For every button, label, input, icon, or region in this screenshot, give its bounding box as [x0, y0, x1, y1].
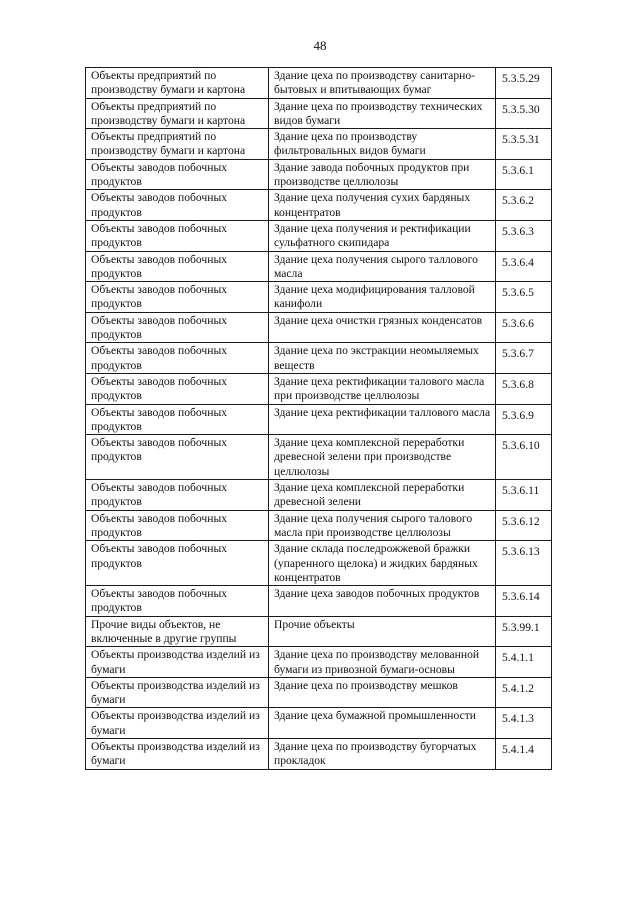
- category-cell: Объекты производства изделий из бумаги: [86, 708, 269, 739]
- object-cell: Прочие объекты: [269, 616, 496, 647]
- code-cell: 5.3.6.11: [496, 480, 552, 511]
- category-cell: Объекты заводов побочных продуктов: [86, 404, 269, 435]
- object-cell: Здание цеха комплексной переработки древесной зелени: [269, 480, 496, 511]
- code-cell: 5.3.6.1: [496, 159, 552, 190]
- code-cell: 5.3.6.12: [496, 510, 552, 541]
- object-cell: Здание цеха ректификации талового масла при производстве целлюлозы: [269, 373, 496, 404]
- object-cell: Здание цеха по производству технических видов бумаги: [269, 98, 496, 129]
- object-cell: Здание цеха по экстракции неомыляемых веществ: [269, 343, 496, 374]
- table-row: [86, 435, 552, 480]
- category-cell: Объекты заводов побочных продуктов: [86, 480, 269, 511]
- code-cell: 5.3.6.7: [496, 343, 552, 374]
- table-row: [86, 739, 552, 770]
- table-row: [86, 220, 552, 251]
- category-cell: Объекты предприятий по производству бумаги и картона: [86, 98, 269, 129]
- object-cell: Здание цеха получения сырого таллового масла: [269, 251, 496, 282]
- category-cell: Объекты заводов побочных продуктов: [86, 220, 269, 251]
- code-cell: 5.3.6.4: [496, 251, 552, 282]
- code-cell: 5.3.5.31: [496, 129, 552, 160]
- table-row: [86, 708, 552, 739]
- code-cell: 5.3.6.9: [496, 404, 552, 435]
- code-cell: 5.3.6.2: [496, 190, 552, 221]
- code-cell: 5.4.1.3: [496, 708, 552, 739]
- code-cell: 5.3.6.6: [496, 312, 552, 343]
- code-cell: 5.3.6.14: [496, 586, 552, 617]
- code-cell: 5.3.6.8: [496, 373, 552, 404]
- object-cell: Здание цеха очистки грязных конденсатов: [269, 312, 496, 343]
- code-cell: 5.3.6.10: [496, 435, 552, 480]
- category-cell: Объекты предприятий по производству бумаги и картона: [86, 68, 269, 99]
- code-cell: 5.3.5.30: [496, 98, 552, 129]
- code-cell: 5.3.5.29: [496, 68, 552, 99]
- object-cell: Здание цеха получения сырого талового масла при производстве целлюлозы: [269, 510, 496, 541]
- object-cell: Здание цеха по производству фильтровальных видов бумаги: [269, 129, 496, 160]
- category-cell: Объекты заводов побочных продуктов: [86, 251, 269, 282]
- table-row: [86, 480, 552, 511]
- category-cell: Объекты заводов побочных продуктов: [86, 541, 269, 586]
- object-cell: Здание цеха комплексной переработки древесной зелени при производстве целлюлозы: [269, 435, 496, 480]
- object-cell: Здание цеха по производству бугорчатых прокладок: [269, 739, 496, 770]
- object-cell: Здание склада последрожжевой бражки (упаренного щелока) и жидких бардяных концентратов: [269, 541, 496, 586]
- table-row: [86, 541, 552, 586]
- code-cell: 5.4.1.1: [496, 647, 552, 678]
- category-cell: Объекты производства изделий из бумаги: [86, 739, 269, 770]
- category-cell: Объекты заводов побочных продуктов: [86, 159, 269, 190]
- table-row: [86, 616, 552, 647]
- table-row: [86, 282, 552, 313]
- page-number: 48: [313, 38, 327, 53]
- object-cell: Здание цеха ректификации таллового масла: [269, 404, 496, 435]
- table-row: [86, 68, 552, 99]
- category-cell: Прочие виды объектов, не включенные в другие группы: [86, 616, 269, 647]
- code-cell: 5.4.1.4: [496, 739, 552, 770]
- object-cell: Здание цеха по производству мелованной бумаги из привозной бумаги-основы: [269, 647, 496, 678]
- classification-table: [85, 67, 552, 770]
- table-row: [86, 373, 552, 404]
- object-cell: Здание завода побочных продуктов при производстве целлюлозы: [269, 159, 496, 190]
- code-cell: 5.3.6.5: [496, 282, 552, 313]
- table-body: [86, 68, 552, 770]
- category-cell: Объекты производства изделий из бумаги: [86, 647, 269, 678]
- category-cell: Объекты заводов побочных продуктов: [86, 435, 269, 480]
- category-cell: Объекты заводов побочных продуктов: [86, 373, 269, 404]
- category-cell: Объекты заводов побочных продуктов: [86, 510, 269, 541]
- object-cell: Здание цеха по производству мешков: [269, 677, 496, 708]
- table-row: [86, 404, 552, 435]
- category-cell: Объекты предприятий по производству бумаги и картона: [86, 129, 269, 160]
- object-cell: Здание цеха модифицирования талловой канифоли: [269, 282, 496, 313]
- category-cell: Объекты заводов побочных продуктов: [86, 343, 269, 374]
- category-cell: Объекты производства изделий из бумаги: [86, 677, 269, 708]
- table-row: [86, 98, 552, 129]
- category-cell: Объекты заводов побочных продуктов: [86, 312, 269, 343]
- object-cell: Здание цеха получения и ректификации сульфатного скипидара: [269, 220, 496, 251]
- table-row: [86, 312, 552, 343]
- code-cell: 5.4.1.2: [496, 677, 552, 708]
- category-cell: Объекты заводов побочных продуктов: [86, 190, 269, 221]
- object-cell: Здание цеха получения сухих бардяных концентратов: [269, 190, 496, 221]
- code-cell: 5.3.6.3: [496, 220, 552, 251]
- object-cell: Здание цеха по производству санитарно-бытовых и впитывающих бумаг: [269, 68, 496, 99]
- table-row: [86, 159, 552, 190]
- table-row: [86, 343, 552, 374]
- category-cell: Объекты заводов побочных продуктов: [86, 282, 269, 313]
- code-cell: 5.3.99.1: [496, 616, 552, 647]
- category-cell: Объекты заводов побочных продуктов: [86, 586, 269, 617]
- table-row: [86, 586, 552, 617]
- table-row: [86, 647, 552, 678]
- code-cell: 5.3.6.13: [496, 541, 552, 586]
- object-cell: Здание цеха заводов побочных продуктов: [269, 586, 496, 617]
- table-row: [86, 251, 552, 282]
- table-row: [86, 129, 552, 160]
- object-cell: Здание цеха бумажной промышленности: [269, 708, 496, 739]
- table-row: [86, 677, 552, 708]
- table-row: [86, 510, 552, 541]
- table-row: [86, 190, 552, 221]
